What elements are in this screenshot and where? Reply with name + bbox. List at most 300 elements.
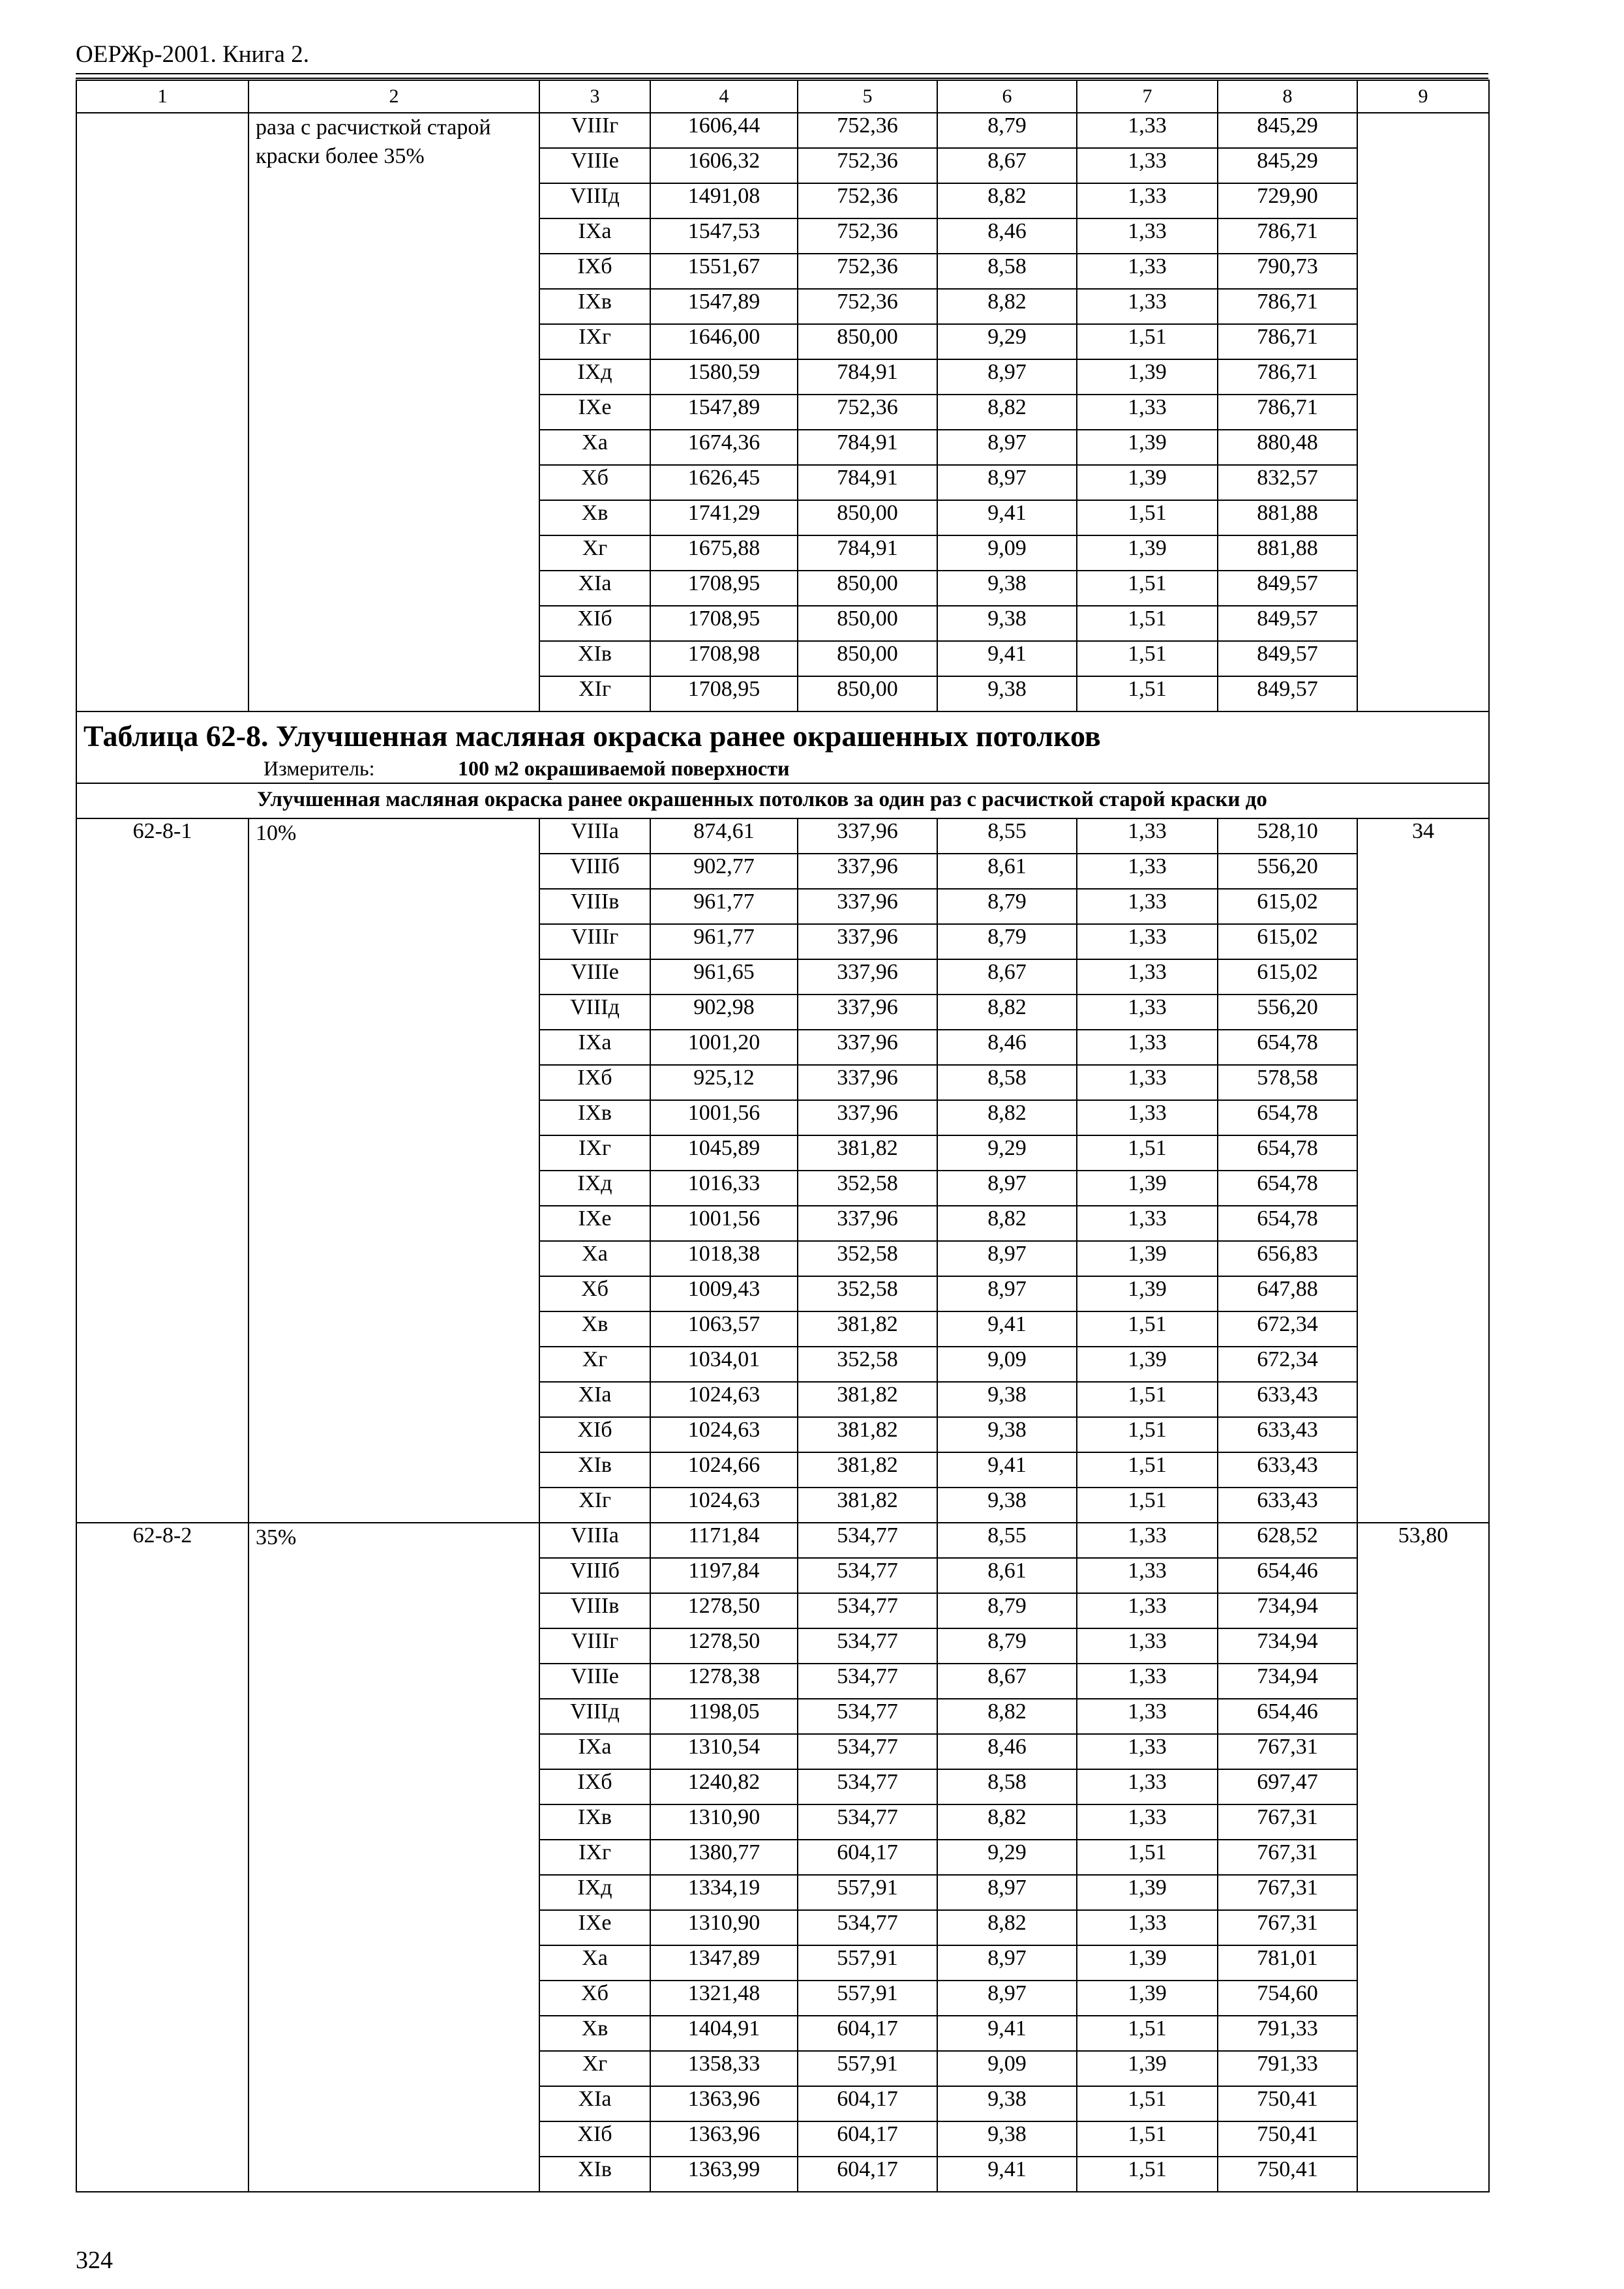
wages-cell: 534,77	[798, 1769, 937, 1804]
labor-cost-cell: 8,79	[937, 889, 1077, 924]
total-cost-cell: 1551,67	[650, 254, 798, 289]
materials-cost-cell: 781,01	[1218, 1945, 1357, 1981]
wages-cell: 337,96	[798, 818, 937, 854]
machine-cost-cell: 1,51	[1077, 606, 1218, 641]
labor-cost-cell: 9,38	[937, 606, 1077, 641]
wages-cell: 784,91	[798, 359, 937, 395]
class-cell: VIIIд	[539, 1699, 650, 1734]
labor-cost-cell: 8,79	[937, 1628, 1077, 1664]
machine-cost-cell: 1,33	[1077, 1699, 1218, 1734]
wages-cell: 752,36	[798, 183, 937, 218]
machine-cost-cell: 1,39	[1077, 359, 1218, 395]
class-cell: IXа	[539, 1734, 650, 1769]
machine-cost-cell: 1,33	[1077, 254, 1218, 289]
machine-cost-cell: 1,33	[1077, 1558, 1218, 1593]
wages-cell: 850,00	[798, 500, 937, 535]
total-cost-cell: 1708,98	[650, 641, 798, 676]
labor-cost-cell: 8,97	[937, 1981, 1077, 2016]
class-cell: XIа	[539, 2086, 650, 2121]
wages-cell: 784,91	[798, 535, 937, 571]
materials-cost-cell: 767,31	[1218, 1910, 1357, 1945]
class-cell: VIIIб	[539, 854, 650, 889]
materials-cost-cell: 654,78	[1218, 1135, 1357, 1171]
class-cell: IXд	[539, 1171, 650, 1206]
labor-cost-cell: 8,82	[937, 1804, 1077, 1840]
wages-cell: 850,00	[798, 676, 937, 711]
total-cost-cell: 1547,89	[650, 395, 798, 430]
total-cost-cell: 1001,56	[650, 1100, 798, 1135]
table-subtitle: Улучшенная масляная окраска ранее окрашенных потолков за один раз с расчисткой старой краски до	[76, 783, 1489, 818]
wages-cell: 557,91	[798, 1945, 937, 1981]
materials-cost-cell: 556,20	[1218, 995, 1357, 1030]
total-cost-cell: 1310,54	[650, 1734, 798, 1769]
wages-cell: 352,58	[798, 1276, 937, 1311]
column-number-row	[76, 80, 1489, 113]
machine-cost-cell: 1,39	[1077, 1347, 1218, 1382]
column-number: 5	[798, 80, 937, 113]
class-cell: IXг	[539, 324, 650, 359]
total-cost-cell: 1278,38	[650, 1664, 798, 1699]
total-cost-cell: 902,98	[650, 995, 798, 1030]
wages-cell: 850,00	[798, 571, 937, 606]
machine-cost-cell: 1,33	[1077, 854, 1218, 889]
machine-cost-cell: 1,33	[1077, 113, 1218, 148]
machine-cost-cell: 1,33	[1077, 1100, 1218, 1135]
col9-cell: 53,80	[1357, 1523, 1489, 2192]
machine-cost-cell: 1,33	[1077, 1804, 1218, 1840]
wages-cell: 557,91	[798, 2051, 937, 2086]
total-cost-cell: 1626,45	[650, 465, 798, 500]
class-cell: Xа	[539, 1241, 650, 1276]
materials-cost-cell: 750,41	[1218, 2121, 1357, 2157]
materials-cost-cell: 786,71	[1218, 218, 1357, 254]
class-cell: Xв	[539, 1311, 650, 1347]
materials-cost-cell: 528,10	[1218, 818, 1357, 854]
machine-cost-cell: 1,39	[1077, 1241, 1218, 1276]
total-cost-cell: 961,65	[650, 959, 798, 995]
labor-cost-cell: 8,82	[937, 1699, 1077, 1734]
machine-cost-cell: 1,33	[1077, 1206, 1218, 1241]
total-cost-cell: 1708,95	[650, 571, 798, 606]
class-cell: XIв	[539, 641, 650, 676]
materials-cost-cell: 734,94	[1218, 1664, 1357, 1699]
wages-cell: 337,96	[798, 1030, 937, 1065]
wages-cell: 337,96	[798, 959, 937, 995]
materials-cost-cell: 750,41	[1218, 2157, 1357, 2192]
column-number: 1	[76, 80, 248, 113]
total-cost-cell: 1171,84	[650, 1523, 798, 1558]
machine-cost-cell: 1,39	[1077, 535, 1218, 571]
class-cell: IXв	[539, 1804, 650, 1840]
materials-cost-cell: 849,57	[1218, 606, 1357, 641]
materials-cost-cell: 767,31	[1218, 1734, 1357, 1769]
table-title: Таблица 62-8. Улучшенная масляная окраска ранее окрашенных потолков	[83, 719, 1101, 753]
class-cell: VIIIд	[539, 183, 650, 218]
class-cell: IXе	[539, 1206, 650, 1241]
machine-cost-cell: 1,33	[1077, 1593, 1218, 1628]
labor-cost-cell: 9,38	[937, 2086, 1077, 2121]
labor-cost-cell: 8,82	[937, 995, 1077, 1030]
total-cost-cell: 1024,63	[650, 1488, 798, 1523]
class-cell: Xб	[539, 465, 650, 500]
total-cost-cell: 1404,91	[650, 2016, 798, 2051]
rate-code-cell	[76, 113, 248, 711]
labor-cost-cell: 9,29	[937, 324, 1077, 359]
table-title-block	[76, 711, 1489, 783]
machine-cost-cell: 1,33	[1077, 1769, 1218, 1804]
labor-cost-cell: 9,38	[937, 571, 1077, 606]
materials-cost-cell: 734,94	[1218, 1628, 1357, 1664]
wages-cell: 337,96	[798, 854, 937, 889]
labor-cost-cell: 8,46	[937, 218, 1077, 254]
class-cell: VIIIг	[539, 113, 650, 148]
materials-cost-cell: 750,41	[1218, 2086, 1357, 2121]
table-row	[76, 1523, 1489, 1558]
machine-cost-cell: 1,39	[1077, 2051, 1218, 2086]
machine-cost-cell: 1,33	[1077, 995, 1218, 1030]
class-cell: XIг	[539, 676, 650, 711]
wages-cell: 752,36	[798, 395, 937, 430]
labor-cost-cell: 8,58	[937, 1769, 1077, 1804]
class-cell: VIIIб	[539, 1558, 650, 1593]
materials-cost-cell: 656,83	[1218, 1241, 1357, 1276]
work-description-cell: 10%	[248, 818, 539, 1523]
total-cost-cell: 1580,59	[650, 359, 798, 395]
total-cost-cell: 1278,50	[650, 1593, 798, 1628]
materials-cost-cell: 767,31	[1218, 1875, 1357, 1910]
measure-value: 100 м2 окрашиваемой поверхности	[458, 756, 790, 780]
materials-cost-cell: 556,20	[1218, 854, 1357, 889]
materials-cost-cell: 654,78	[1218, 1171, 1357, 1206]
labor-cost-cell: 8,79	[937, 924, 1077, 959]
machine-cost-cell: 1,51	[1077, 571, 1218, 606]
machine-cost-cell: 1,51	[1077, 1840, 1218, 1875]
total-cost-cell: 1547,89	[650, 289, 798, 324]
wages-cell: 337,96	[798, 924, 937, 959]
wages-cell: 337,96	[798, 1100, 937, 1135]
class-cell: XIб	[539, 1417, 650, 1452]
wages-cell: 752,36	[798, 148, 937, 183]
materials-cost-cell: 881,88	[1218, 535, 1357, 571]
machine-cost-cell: 1,33	[1077, 1065, 1218, 1100]
rates-table	[76, 80, 1490, 2192]
wages-cell: 352,58	[798, 1347, 937, 1382]
labor-cost-cell: 9,41	[937, 1311, 1077, 1347]
class-cell: IXд	[539, 1875, 650, 1910]
labor-cost-cell: 9,09	[937, 2051, 1077, 2086]
materials-cost-cell: 633,43	[1218, 1452, 1357, 1488]
materials-cost-cell: 849,57	[1218, 676, 1357, 711]
machine-cost-cell: 1,39	[1077, 1981, 1218, 2016]
labor-cost-cell: 8,82	[937, 1100, 1077, 1135]
labor-cost-cell: 9,29	[937, 1840, 1077, 1875]
machine-cost-cell: 1,39	[1077, 1171, 1218, 1206]
total-cost-cell: 1018,38	[650, 1241, 798, 1276]
labor-cost-cell: 9,41	[937, 2016, 1077, 2051]
machine-cost-cell: 1,39	[1077, 1276, 1218, 1311]
machine-cost-cell: 1,33	[1077, 1628, 1218, 1664]
machine-cost-cell: 1,51	[1077, 1452, 1218, 1488]
machine-cost-cell: 1,51	[1077, 1488, 1218, 1523]
labor-cost-cell: 8,97	[937, 1241, 1077, 1276]
wages-cell: 604,17	[798, 2121, 937, 2157]
total-cost-cell: 1646,00	[650, 324, 798, 359]
wages-cell: 534,77	[798, 1593, 937, 1628]
total-cost-cell: 1198,05	[650, 1699, 798, 1734]
materials-cost-cell: 790,73	[1218, 254, 1357, 289]
labor-cost-cell: 8,97	[937, 1171, 1077, 1206]
materials-cost-cell: 647,88	[1218, 1276, 1357, 1311]
wages-cell: 381,82	[798, 1382, 937, 1417]
total-cost-cell: 1240,82	[650, 1769, 798, 1804]
wages-cell: 850,00	[798, 606, 937, 641]
wages-cell: 604,17	[798, 1840, 937, 1875]
measure-label: Измеритель:	[263, 756, 375, 780]
class-cell: XIа	[539, 571, 650, 606]
machine-cost-cell: 1,33	[1077, 959, 1218, 995]
machine-cost-cell: 1,51	[1077, 1311, 1218, 1347]
materials-cost-cell: 654,46	[1218, 1699, 1357, 1734]
materials-cost-cell: 791,33	[1218, 2016, 1357, 2051]
labor-cost-cell: 8,58	[937, 254, 1077, 289]
class-cell: IXв	[539, 1100, 650, 1135]
wages-cell: 534,77	[798, 1664, 937, 1699]
wages-cell: 337,96	[798, 1206, 937, 1241]
wages-cell: 784,91	[798, 430, 937, 465]
wages-cell: 352,58	[798, 1171, 937, 1206]
labor-cost-cell: 9,29	[937, 1135, 1077, 1171]
machine-cost-cell: 1,51	[1077, 2157, 1218, 2192]
labor-cost-cell: 8,97	[937, 465, 1077, 500]
machine-cost-cell: 1,51	[1077, 2086, 1218, 2121]
total-cost-cell: 1045,89	[650, 1135, 798, 1171]
class-cell: VIIIв	[539, 889, 650, 924]
class-cell: IXа	[539, 1030, 650, 1065]
class-cell: VIIIе	[539, 1664, 650, 1699]
materials-cost-cell: 845,29	[1218, 113, 1357, 148]
total-cost-cell: 1024,63	[650, 1382, 798, 1417]
labor-cost-cell: 9,38	[937, 1382, 1077, 1417]
page-header-title: ОЕРЖр-2001. Книга 2.	[76, 41, 309, 68]
labor-cost-cell: 8,82	[937, 1206, 1077, 1241]
materials-cost-cell: 615,02	[1218, 889, 1357, 924]
wages-cell: 381,82	[798, 1417, 937, 1452]
labor-cost-cell: 8,55	[937, 1523, 1077, 1558]
wages-cell: 352,58	[798, 1241, 937, 1276]
wages-cell: 337,96	[798, 889, 937, 924]
wages-cell: 752,36	[798, 113, 937, 148]
labor-cost-cell: 8,61	[937, 1558, 1077, 1593]
rates-table-body	[76, 80, 1489, 2192]
wages-cell: 337,96	[798, 1065, 937, 1100]
total-cost-cell: 1674,36	[650, 430, 798, 465]
labor-cost-cell: 8,97	[937, 1945, 1077, 1981]
class-cell: XIб	[539, 606, 650, 641]
wages-cell: 381,82	[798, 1311, 937, 1347]
materials-cost-cell: 767,31	[1218, 1804, 1357, 1840]
labor-cost-cell: 9,41	[937, 1452, 1077, 1488]
wages-cell: 850,00	[798, 641, 937, 676]
labor-cost-cell: 8,82	[937, 183, 1077, 218]
wages-cell: 534,77	[798, 1628, 937, 1664]
materials-cost-cell: 628,52	[1218, 1523, 1357, 1558]
class-cell: IXг	[539, 1135, 650, 1171]
class-cell: IXе	[539, 395, 650, 430]
col9-cell	[1357, 113, 1489, 711]
materials-cost-cell: 881,88	[1218, 500, 1357, 535]
labor-cost-cell: 8,67	[937, 148, 1077, 183]
materials-cost-cell: 845,29	[1218, 148, 1357, 183]
machine-cost-cell: 1,51	[1077, 324, 1218, 359]
wages-cell: 850,00	[798, 324, 937, 359]
wages-cell: 381,82	[798, 1452, 937, 1488]
class-cell: IXе	[539, 1910, 650, 1945]
total-cost-cell: 902,77	[650, 854, 798, 889]
class-cell: Xб	[539, 1276, 650, 1311]
materials-cost-cell: 786,71	[1218, 359, 1357, 395]
wages-cell: 604,17	[798, 2086, 937, 2121]
machine-cost-cell: 1,51	[1077, 641, 1218, 676]
table-row	[76, 113, 1489, 148]
class-cell: IXг	[539, 1840, 650, 1875]
total-cost-cell: 1034,01	[650, 1347, 798, 1382]
class-cell: IXв	[539, 289, 650, 324]
materials-cost-cell: 849,57	[1218, 641, 1357, 676]
materials-cost-cell: 729,90	[1218, 183, 1357, 218]
total-cost-cell: 1708,95	[650, 676, 798, 711]
total-cost-cell: 1024,66	[650, 1452, 798, 1488]
labor-cost-cell: 9,41	[937, 641, 1077, 676]
class-cell: Xг	[539, 1347, 650, 1382]
rate-code-cell: 62-8-2	[76, 1523, 248, 2192]
wages-cell: 534,77	[798, 1910, 937, 1945]
column-number: 7	[1077, 80, 1218, 113]
class-cell: XIб	[539, 2121, 650, 2157]
machine-cost-cell: 1,51	[1077, 1417, 1218, 1452]
labor-cost-cell: 9,09	[937, 1347, 1077, 1382]
column-number: 9	[1357, 80, 1489, 113]
work-description-cell: 35%	[248, 1523, 539, 2192]
machine-cost-cell: 1,33	[1077, 289, 1218, 324]
total-cost-cell: 1363,96	[650, 2086, 798, 2121]
materials-cost-cell: 791,33	[1218, 2051, 1357, 2086]
class-cell: Xг	[539, 2051, 650, 2086]
wages-cell: 534,77	[798, 1734, 937, 1769]
materials-cost-cell: 633,43	[1218, 1488, 1357, 1523]
machine-cost-cell: 1,33	[1077, 889, 1218, 924]
machine-cost-cell: 1,51	[1077, 500, 1218, 535]
machine-cost-cell: 1,39	[1077, 430, 1218, 465]
total-cost-cell: 1363,96	[650, 2121, 798, 2157]
labor-cost-cell: 8,82	[937, 395, 1077, 430]
total-cost-cell: 1358,33	[650, 2051, 798, 2086]
total-cost-cell: 925,12	[650, 1065, 798, 1100]
wages-cell: 752,36	[798, 218, 937, 254]
machine-cost-cell: 1,51	[1077, 2016, 1218, 2051]
materials-cost-cell: 849,57	[1218, 571, 1357, 606]
machine-cost-cell: 1,33	[1077, 148, 1218, 183]
labor-cost-cell: 8,97	[937, 1875, 1077, 1910]
column-number: 8	[1218, 80, 1357, 113]
wages-cell: 534,77	[798, 1804, 937, 1840]
class-cell: Xа	[539, 1945, 650, 1981]
machine-cost-cell: 1,33	[1077, 183, 1218, 218]
materials-cost-cell: 672,34	[1218, 1347, 1357, 1382]
table-row	[76, 818, 1489, 854]
class-cell: VIIIа	[539, 818, 650, 854]
labor-cost-cell: 8,97	[937, 359, 1077, 395]
machine-cost-cell: 1,51	[1077, 676, 1218, 711]
wages-cell: 604,17	[798, 2016, 937, 2051]
labor-cost-cell: 8,82	[937, 1910, 1077, 1945]
total-cost-cell: 1024,63	[650, 1417, 798, 1452]
wages-cell: 752,36	[798, 254, 937, 289]
class-cell: IXд	[539, 359, 650, 395]
machine-cost-cell: 1,51	[1077, 2121, 1218, 2157]
machine-cost-cell: 1,33	[1077, 1734, 1218, 1769]
wages-cell: 557,91	[798, 1981, 937, 2016]
class-cell: Xг	[539, 535, 650, 571]
total-cost-cell: 1547,53	[650, 218, 798, 254]
machine-cost-cell: 1,33	[1077, 395, 1218, 430]
class-cell: XIв	[539, 2157, 650, 2192]
column-number: 4	[650, 80, 798, 113]
labor-cost-cell: 8,46	[937, 1030, 1077, 1065]
wages-cell: 337,96	[798, 995, 937, 1030]
total-cost-cell: 1310,90	[650, 1804, 798, 1840]
total-cost-cell: 1708,95	[650, 606, 798, 641]
class-cell: IXб	[539, 1769, 650, 1804]
total-cost-cell: 1016,33	[650, 1171, 798, 1206]
total-cost-cell: 1197,84	[650, 1558, 798, 1593]
labor-cost-cell: 8,79	[937, 1593, 1077, 1628]
class-cell: XIа	[539, 1382, 650, 1417]
wages-cell: 557,91	[798, 1875, 937, 1910]
machine-cost-cell: 1,33	[1077, 1523, 1218, 1558]
total-cost-cell: 1278,50	[650, 1628, 798, 1664]
total-cost-cell: 1310,90	[650, 1910, 798, 1945]
materials-cost-cell: 615,02	[1218, 924, 1357, 959]
wages-cell: 381,82	[798, 1488, 937, 1523]
machine-cost-cell: 1,33	[1077, 818, 1218, 854]
labor-cost-cell: 9,41	[937, 2157, 1077, 2192]
class-cell: XIв	[539, 1452, 650, 1488]
materials-cost-cell: 786,71	[1218, 395, 1357, 430]
machine-cost-cell: 1,33	[1077, 218, 1218, 254]
total-cost-cell: 1741,29	[650, 500, 798, 535]
machine-cost-cell: 1,33	[1077, 1664, 1218, 1699]
total-cost-cell: 1606,32	[650, 148, 798, 183]
materials-cost-cell: 754,60	[1218, 1981, 1357, 2016]
class-cell: Xв	[539, 2016, 650, 2051]
materials-cost-cell: 615,02	[1218, 959, 1357, 995]
materials-cost-cell: 654,46	[1218, 1558, 1357, 1593]
labor-cost-cell: 9,38	[937, 676, 1077, 711]
class-cell: VIIIд	[539, 995, 650, 1030]
machine-cost-cell: 1,33	[1077, 924, 1218, 959]
wages-cell: 752,36	[798, 289, 937, 324]
table-title-row	[76, 711, 1489, 783]
column-number: 2	[248, 80, 539, 113]
class-cell: VIIIе	[539, 959, 650, 995]
materials-cost-cell: 767,31	[1218, 1840, 1357, 1875]
machine-cost-cell: 1,51	[1077, 1135, 1218, 1171]
total-cost-cell: 1009,43	[650, 1276, 798, 1311]
class-cell: IXб	[539, 254, 650, 289]
materials-cost-cell: 734,94	[1218, 1593, 1357, 1628]
class-cell: VIIIа	[539, 1523, 650, 1558]
machine-cost-cell: 1,33	[1077, 1030, 1218, 1065]
